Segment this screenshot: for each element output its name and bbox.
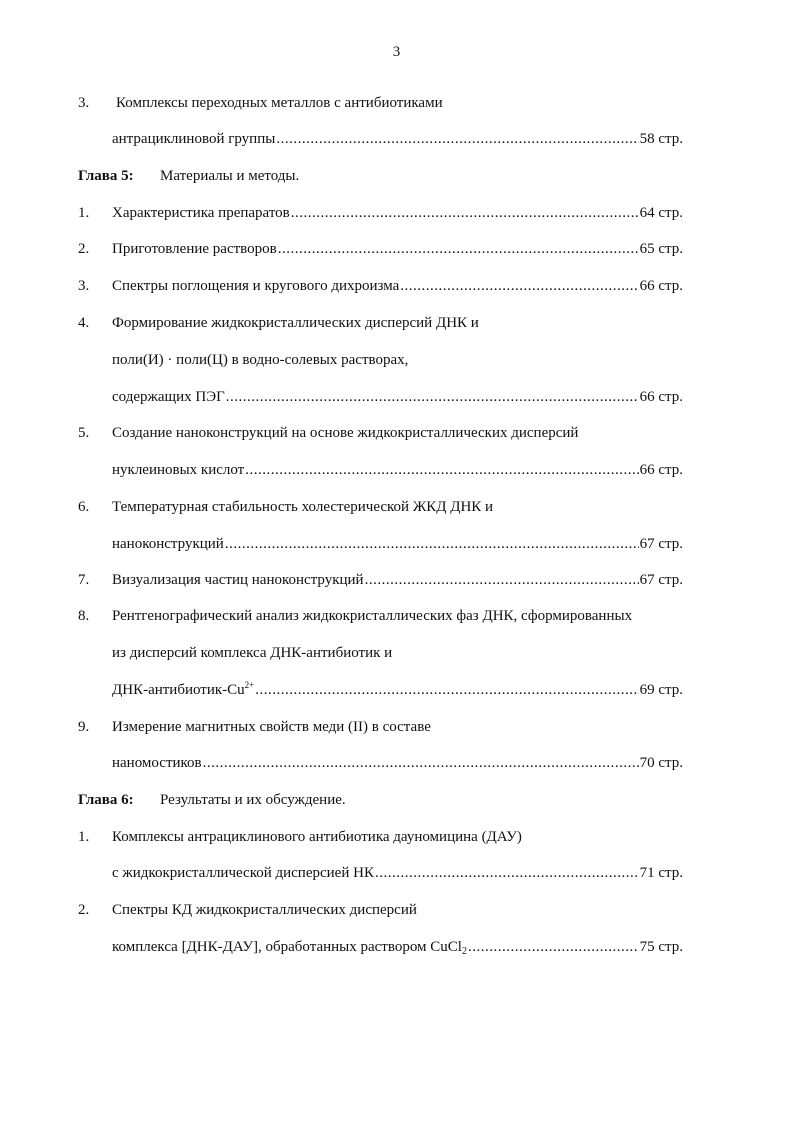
entry-title: с жидкокристаллической дисперсией НК bbox=[112, 865, 374, 881]
toc-entry-continuation bbox=[0, 533, 793, 555]
chapter-heading bbox=[0, 789, 793, 811]
toc-entry-continuation bbox=[0, 386, 793, 408]
toc-entry bbox=[0, 238, 793, 260]
toc-entry-continuation bbox=[0, 862, 793, 884]
leader-line bbox=[112, 679, 683, 701]
chapter-title: Результаты и их обсуждение. bbox=[160, 792, 346, 808]
chapter-label: Глава 6: bbox=[78, 792, 134, 808]
entry-number: 9. bbox=[78, 719, 90, 735]
entry-title: Создание наноконструкций на основе жидкокристаллических дисперсий bbox=[112, 425, 579, 441]
toc-entry-continuation bbox=[0, 128, 793, 150]
toc-entry bbox=[0, 605, 793, 627]
entry-number: 6. bbox=[78, 499, 90, 515]
leader-line bbox=[112, 862, 683, 884]
entry-title: Приготовление растворов bbox=[112, 241, 277, 257]
toc-entry bbox=[0, 92, 793, 114]
entry-title: Спектры поглощения и кругового дихроизма bbox=[112, 278, 400, 294]
toc-entry bbox=[0, 202, 793, 224]
chapter-label: Глава 5: bbox=[78, 168, 134, 184]
subscript: 2 bbox=[461, 946, 467, 957]
entry-page: 71 стр. bbox=[639, 865, 683, 881]
leader-line bbox=[112, 936, 683, 958]
toc-entry-continuation bbox=[0, 936, 793, 958]
entry-page: 75 стр. bbox=[639, 939, 683, 955]
leader-line bbox=[112, 569, 683, 591]
entry-number: 4. bbox=[78, 315, 90, 331]
entry-title: Спектры КД жидкокристаллических дисперсий bbox=[112, 902, 417, 918]
toc-entry-continuation bbox=[0, 642, 793, 664]
leader-line bbox=[112, 128, 683, 150]
entry-page: 66 стр. bbox=[639, 278, 683, 294]
entry-title: Комплексы переходных металлов с антибиотиками bbox=[116, 95, 443, 111]
chapter-heading bbox=[0, 165, 793, 187]
entry-number: 3. bbox=[78, 278, 90, 294]
entry-number: 1. bbox=[78, 829, 90, 845]
toc-entry-continuation bbox=[0, 752, 793, 774]
toc-entry-continuation bbox=[0, 679, 793, 701]
chapter-title: Материалы и методы. bbox=[160, 168, 300, 184]
entry-number: 2. bbox=[78, 241, 90, 257]
toc-entry bbox=[0, 275, 793, 297]
entry-title: ДНК-$антибиотик-Cu^{2+}$ bbox=[112, 680, 255, 698]
toc-entry bbox=[0, 716, 793, 738]
entry-title: из дисперсий комплекса ДНК-антибиотик и bbox=[112, 645, 393, 661]
leader-line bbox=[112, 533, 683, 555]
entry-title: содержащих ПЭГ bbox=[112, 389, 225, 405]
entry-number: 5. bbox=[78, 425, 90, 441]
entry-title: поли(И) · поли(Ц) в водно-солевых растворах, bbox=[112, 352, 409, 368]
leader-line bbox=[112, 238, 683, 260]
entry-title: наномостиков bbox=[112, 755, 202, 771]
entry-page: 67 стр. bbox=[639, 572, 683, 588]
entry-number: 1. bbox=[78, 205, 90, 221]
leader-line bbox=[112, 386, 683, 408]
leader-line bbox=[112, 752, 683, 774]
entry-title: Формирование жидкокристаллических дисперсий ДНК и bbox=[112, 315, 479, 331]
superscript: 2+ bbox=[244, 680, 255, 690]
entry-title: Характеристика препаратов bbox=[112, 205, 290, 221]
entry-title: Измерение магнитных свойств меди (II) в составе bbox=[112, 719, 431, 735]
entry-page: 69 стр. bbox=[639, 682, 683, 698]
entry-title: Комплексы антрациклинового антибиотика дауномицина (ДАУ) bbox=[112, 829, 522, 845]
entry-page: 66 стр. bbox=[639, 389, 683, 405]
toc-entry-continuation bbox=[0, 459, 793, 481]
entry-title: комплекса [ДНК-ДАУ], обработанных раствором CuCl$_2$ bbox=[112, 939, 467, 957]
entry-number: 3. bbox=[78, 95, 90, 111]
entry-title: антрациклиновой группы bbox=[112, 131, 276, 147]
toc-entry bbox=[0, 422, 793, 444]
entry-page: 66 стр. bbox=[639, 462, 683, 478]
entry-page: 58 стр. bbox=[639, 131, 683, 147]
page-number: 3 bbox=[392, 44, 401, 60]
entry-page: 70 стр. bbox=[639, 755, 683, 771]
entry-number: 7. bbox=[78, 572, 90, 588]
entry-title: наноконструкций bbox=[112, 536, 224, 552]
entry-page: 64 стр. bbox=[639, 205, 683, 221]
leader-line bbox=[112, 459, 683, 481]
toc-entry bbox=[0, 312, 793, 334]
toc-entry bbox=[0, 496, 793, 518]
leader-line bbox=[112, 275, 683, 297]
entry-title: Визуализация частиц наноконструкций bbox=[112, 572, 364, 588]
entry-number: 8. bbox=[78, 608, 90, 624]
entry-page: 65 стр. bbox=[639, 241, 683, 257]
entry-page: 67 стр. bbox=[639, 536, 683, 552]
entry-number: 2. bbox=[78, 902, 90, 918]
toc-entry bbox=[0, 899, 793, 921]
leader-line bbox=[112, 202, 683, 224]
toc-entry-continuation bbox=[0, 349, 793, 371]
toc-entry bbox=[0, 826, 793, 848]
entry-title: Температурная стабильность холестерической ЖКД ДНК и bbox=[112, 499, 494, 515]
toc-entry bbox=[0, 569, 793, 591]
entry-title: Рентгенографический анализ жидкокристаллических фаз ДНК, сформированных bbox=[112, 608, 633, 624]
entry-title: нуклеиновых кислот bbox=[112, 462, 245, 478]
